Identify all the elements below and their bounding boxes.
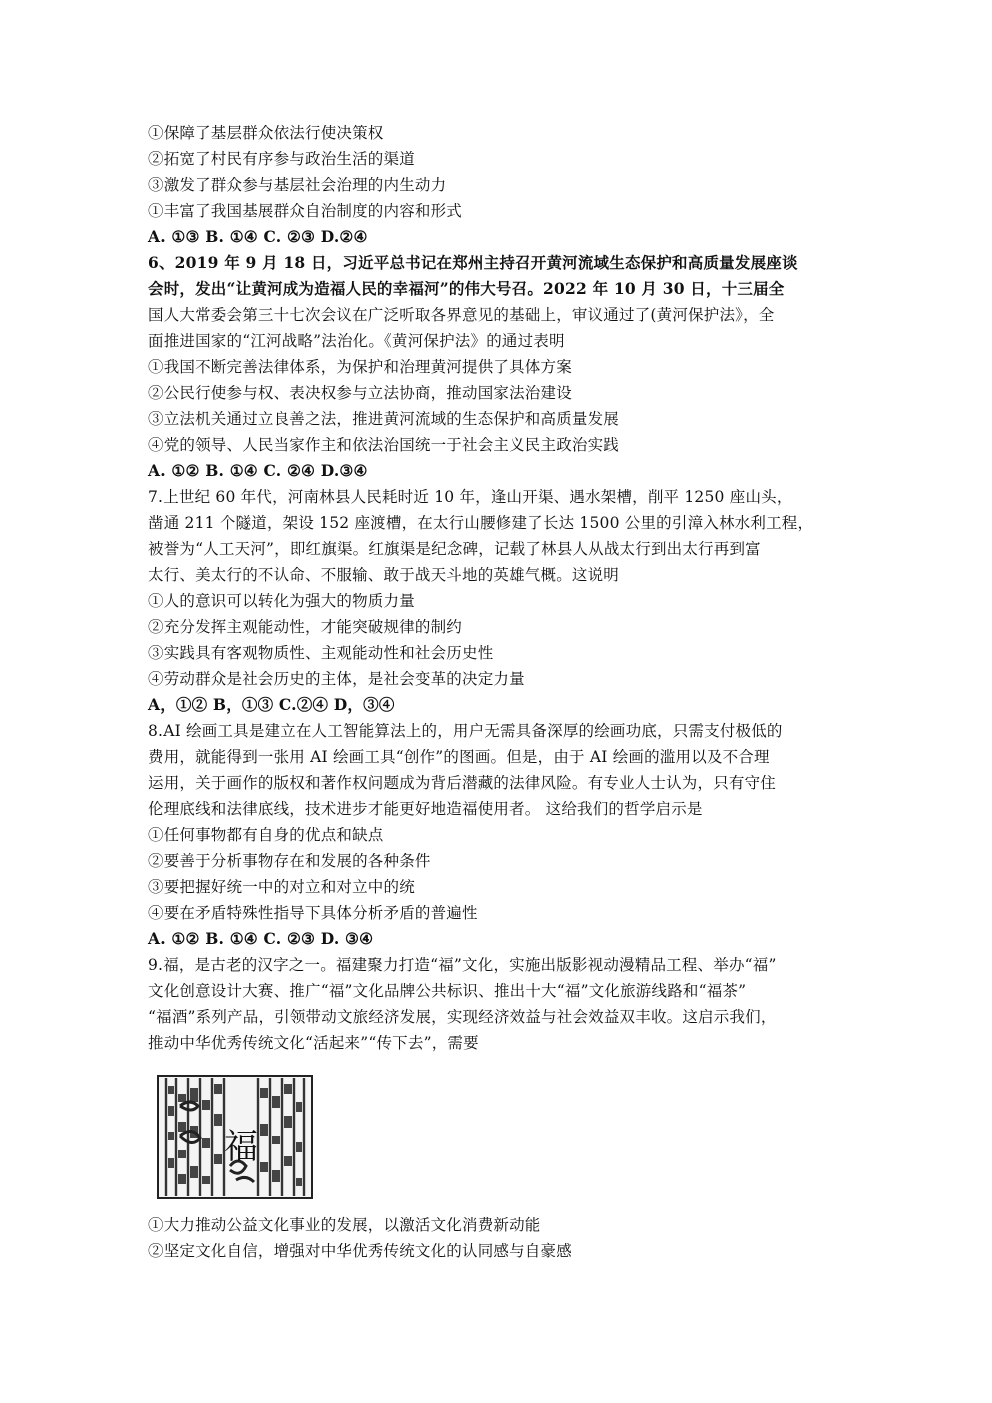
q7-option-4: ④劳动群众是社会历史的主体，是社会变革的决定力量 [148, 670, 525, 688]
q6-option-2: ②公民行使参与权、表决权参与立法协商，推动国家法治建设 [148, 384, 572, 402]
q8-stem-line-3: 运用，关于画作的版权和著作权问题成为背后潜藏的法律风险。有专业人士认为，只有守住 [148, 774, 777, 792]
fu-glyph: 福 [224, 1127, 258, 1167]
q8-stem-line-1: 8.AI 绘画工具是建立在人工智能算法上的，用户无需具备深厚的绘画功底，只需支付极低的 [148, 722, 783, 740]
q6-option-1: ①我国不断完善法律体系，为保护和治理黄河提供了具体方案 [148, 358, 572, 376]
q8-stem-line-4: 伦理底线和法律底线，技术进步才能更好地造福使用者。 这给我们的哲学启示是 [148, 800, 703, 818]
q7-option-2: ②充分发挥主观能动性，才能突破规律的制约 [148, 618, 463, 636]
fu-character-print-figure [152, 1066, 322, 1202]
q8-option-3: ③要把握好统一中的对立和对立中的统 [148, 878, 415, 896]
q6-choices: A. ①② B. ①④ C. ②④ D.③④ [148, 461, 368, 480]
q8-option-2: ②要善于分析事物存在和发展的各种条件 [148, 852, 431, 870]
q9-stem-line-3: “福酒”系列产品，引领带动文旅经济发展，实现经济效益与社会效益双丰收。这启示我们， [148, 1008, 777, 1026]
q9-option-1: ①大力推动公益文化事业的发展，以激活文化消费新动能 [148, 1216, 541, 1234]
q9-stem-line-1: 9.福，是古老的汉字之一。福建聚力打造“福”文化，实施出版影视动漫精品工程、举办“福” [148, 956, 777, 974]
q5-choices: A. ①③ B. ①④ C. ②③ D.②④ [148, 227, 368, 246]
q7-stem-line-4: 太行、美太行的不认命、不服输、敢于战天斗地的英雄气概。这说明 [148, 566, 620, 584]
q9-option-2: ②坚定文化自信，增强对中华优秀传统文化的认同感与自豪感 [148, 1242, 572, 1260]
q7-option-1: ①人的意识可以转化为强大的物质力量 [148, 592, 415, 610]
q7-option-3: ③实践具有客观物质性、主观能动性和社会历史性 [148, 644, 494, 662]
q7-stem-line-3: 被誉为“人工天河”，即红旗渠。红旗渠是纪念碑，记载了林县人从战太行到出太行再到富 [148, 540, 761, 558]
q9-stem-line-4: 推动中华优秀传统文化“活起来”“传下去”，需要 [148, 1034, 479, 1052]
q6-stem-line-3: 国人大常委会第三十七次会议在广泛听取各界意见的基础上，审议通过了(黄河保护法》，全 [148, 306, 775, 324]
q5-option-2: ②拓宽了村民有序参与政治生活的渠道 [148, 150, 415, 168]
q6-option-3: ③立法机关通过立良善之法，推进黄河流域的生态保护和高质量发展 [148, 410, 620, 428]
q6-stem-line-1: 6、2019 年 9 月 18 日，习近平总书记在郑州主持召开黄河流域生态保护和高质量发展座谈 [148, 253, 798, 272]
q6-stem-line-2: 会时，发出“让黄河成为造福人民的幸福河”的伟大号召。2022 年 10 月 30 日，十三届全 [148, 279, 785, 298]
q7-stem-line-2: 凿通 211 个隧道，架设 152 座渡槽，在太行山腰修建了长达 1500 公里的引漳入林水利工程， [148, 514, 814, 532]
q8-option-4: ④要在矛盾特殊性指导下具体分析矛盾的普遍性 [148, 904, 478, 922]
q8-option-1: ①任何事物都有自身的优点和缺点 [148, 826, 384, 844]
q5-option-1: ①保障了基层群众依法行使决策权 [148, 124, 384, 142]
q7-stem-line-1: 7.上世纪 60 年代，河南林县人民耗时近 10 年，逢山开渠、遇水架槽，削平 1250 座山头， [148, 488, 793, 506]
q7-choices: A，①② B，①③ C.②④ D，③④ [148, 695, 395, 714]
q8-stem-line-2: 费用，就能得到一张用 AI 绘画工具“创作”的图画。但是，由于 AI 绘画的滥用以及不合理 [148, 748, 770, 766]
q9-stem-line-2: 文化创意设计大赛、推广“福”文化品牌公共标识、推出十大“福”文化旅游线路和“福茶” [148, 982, 747, 1000]
q8-choices: A. ①② B. ①④ C. ②③ D. ③④ [148, 929, 374, 948]
q5-option-3: ③激发了群众参与基层社会治理的内生动力 [148, 176, 447, 194]
q6-option-4: ④党的领导、人民当家作主和依法治国统一于社会主义民主政治实践 [148, 436, 620, 454]
q6-stem-line-4: 面推进国家的“江河战略”法治化。《黄河保护法》的通过表明 [148, 332, 565, 350]
q5-option-4: ①丰富了我国基展群众自治制度的内容和形式 [148, 202, 463, 220]
